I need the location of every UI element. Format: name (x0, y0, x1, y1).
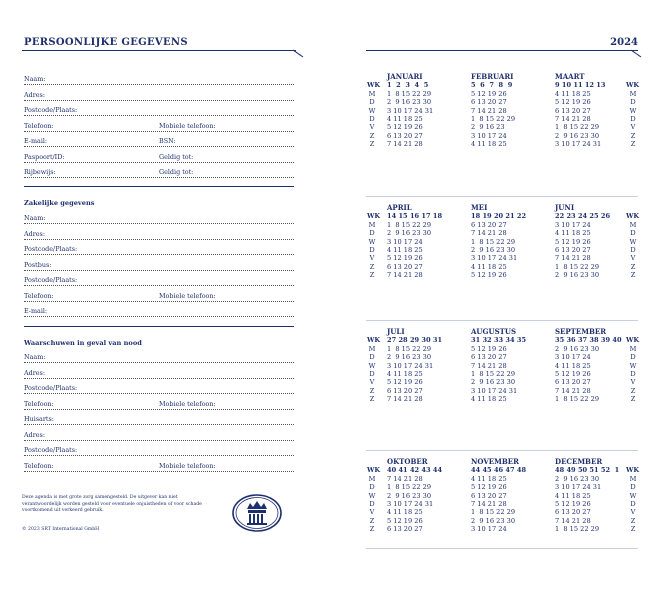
day-dates: 7 14 21 28 (555, 114, 591, 123)
weekday-label: W (629, 106, 637, 115)
day-dates: 1 8 15 22 29 (555, 262, 600, 271)
weekday-label: D (630, 98, 636, 107)
form-field-row[interactable] (24, 256, 294, 271)
day-dates: 1 8 15 22 29 (387, 483, 432, 492)
section-divider (24, 186, 294, 187)
day-dates: 4 11 18 25 (471, 262, 507, 271)
disclaimer-text: Deze agenda is met grote zorg samengesteld. De uitgever kan niet verantwoordelijk worden gesteld voor eventuele onjuistheden of voor schade voortkomend uit verkeerd gebruik. (22, 495, 202, 513)
day-dates: 3 10 17 24 (555, 353, 591, 362)
week-numbers: 5 6 7 8 9 (471, 81, 513, 89)
copyright-text: © 2023 SRT International GmbH (22, 527, 100, 532)
weekday-label: D (630, 483, 636, 492)
month-title: AUGUSTUS (471, 327, 517, 336)
month-title: JULI (387, 327, 405, 336)
weekday-label: V (369, 254, 375, 263)
day-dates: 5 12 19 26 (555, 98, 591, 107)
day-dates: 2 9 16 23 30 (471, 516, 516, 525)
weekday-label: M (629, 221, 637, 229)
field-label-secondary: Geldig tot: (159, 152, 194, 161)
weekday-label: M (368, 475, 376, 483)
day-dates: 4 11 18 25 (555, 361, 591, 370)
wk-label: WK (626, 336, 640, 344)
day-dates: 3 10 17 24 31 (387, 361, 434, 370)
day-dates: 3 10 17 24 (471, 131, 507, 140)
weekday-label: Z (630, 270, 636, 279)
day-dates: 5 12 19 26 (387, 254, 423, 263)
day-dates: 7 14 21 28 (387, 270, 423, 279)
weekday-label: D (369, 483, 375, 492)
day-dates: 1 8 15 22 29 (555, 394, 600, 403)
weekday-label: M (368, 221, 376, 229)
field-label-secondary: BSN: (159, 137, 176, 145)
weekday-label: Z (369, 386, 375, 395)
weekday-label: D (369, 245, 375, 254)
form-field-row[interactable] (24, 379, 294, 394)
header-corner-left (293, 50, 303, 58)
form-field-row[interactable] (24, 225, 294, 240)
wk-label: WK (367, 336, 381, 344)
day-dates: 2 9 16 23 30 (387, 229, 432, 238)
field-label: Huisarts: (24, 415, 54, 423)
day-dates: 4 11 18 25 (387, 114, 423, 123)
form-field-row[interactable] (24, 302, 294, 317)
day-dates: 6 13 20 27 (471, 98, 507, 107)
calendar-divider (366, 320, 638, 321)
weekday-label: D (630, 353, 636, 362)
wk-label: WK (626, 466, 640, 474)
week-numbers: 44 45 46 47 48 (471, 466, 527, 474)
weekday-label: D (369, 353, 375, 362)
field-label: Naam: (24, 214, 46, 222)
weekday-label: W (629, 237, 637, 246)
form-field-row[interactable] (24, 271, 294, 286)
day-dates: 5 12 19 26 (471, 345, 507, 353)
day-dates: 1 8 15 22 29 (387, 90, 432, 98)
emergency-heading: Waarschuwen in geval van nood (24, 339, 142, 347)
month-title: MAART (555, 72, 585, 81)
day-dates: 6 13 20 27 (471, 491, 507, 500)
day-dates: 4 11 18 25 (471, 475, 507, 483)
day-dates: 1 8 15 22 29 (471, 369, 516, 378)
weekday-label: Z (369, 262, 375, 271)
month-title: OKTOBER (387, 457, 428, 466)
day-dates: 6 13 20 27 (387, 131, 423, 140)
year-label: 2024 (610, 37, 638, 48)
day-dates: 5 12 19 26 (555, 369, 591, 378)
day-dates: 2 9 16 23 30 (387, 491, 432, 500)
weekday-label: Z (630, 386, 636, 395)
week-numbers: 9 10 11 12 13 (555, 81, 606, 89)
calendar-divider (366, 548, 638, 549)
field-label: E-mail: (24, 137, 48, 145)
weekday-label: D (369, 229, 375, 238)
weekday-label: V (630, 378, 636, 387)
month-title: SEPTEMBER (555, 327, 607, 336)
field-label: Adres: (24, 229, 45, 238)
weekday-label: Z (369, 131, 375, 140)
form-field-row[interactable] (24, 240, 294, 255)
form-field-row[interactable] (24, 101, 294, 116)
weekday-label: V (369, 123, 375, 132)
field-label: Adres: (24, 90, 45, 99)
month-title: MEI (471, 203, 488, 212)
field-label: Naam: (24, 75, 46, 83)
day-dates: 1 8 15 22 29 (555, 123, 600, 132)
day-dates: 2 9 16 23 30 (387, 98, 432, 107)
day-dates: 4 11 18 25 (387, 508, 423, 517)
weekday-label: Z (630, 131, 636, 140)
field-label-secondary: Mobiele telefoon: (159, 461, 216, 470)
field-label: Postcode/Plaats: (24, 276, 78, 284)
day-dates: 2 9 16 23 30 (555, 475, 600, 483)
week-numbers: 40 41 42 43 44 (387, 466, 443, 474)
weekday-label: M (368, 90, 376, 98)
weekday-label: D (630, 229, 636, 238)
week-numbers: 1 2 3 4 5 (387, 81, 429, 89)
day-dates: 1 8 15 22 29 (555, 524, 600, 533)
field-label: Adres: (24, 430, 45, 439)
weekday-label: V (630, 254, 636, 263)
weekday-label: Z (369, 394, 375, 403)
form-field-row[interactable] (24, 457, 294, 472)
day-dates: 4 11 18 25 (471, 394, 507, 403)
week-numbers: 22 23 24 25 26 (555, 212, 611, 220)
weekday-label: Z (630, 394, 636, 403)
field-label: E-mail: (24, 307, 48, 315)
wk-label: WK (367, 81, 381, 89)
weekday-label: Z (630, 139, 636, 148)
day-dates: 2 9 16 23 30 (555, 131, 600, 140)
week-numbers: 48 49 50 51 52 1 (555, 466, 620, 474)
weekday-label: D (369, 499, 375, 508)
weekday-label: W (368, 237, 376, 246)
weekday-label: W (368, 491, 376, 500)
form-field-row[interactable] (24, 441, 294, 456)
field-label: Paspoort/ID: (24, 152, 65, 161)
month-title: FEBRUARI (471, 72, 514, 81)
day-dates: 3 10 17 24 31 (471, 386, 518, 395)
weekday-label: D (630, 245, 636, 254)
field-label: Postcode/Plaats: (24, 245, 78, 253)
day-dates: 4 11 18 25 (555, 491, 591, 500)
wk-label: WK (367, 212, 381, 220)
field-label-secondary: Mobiele telefoon: (159, 291, 216, 300)
day-dates: 2 9 16 23 30 (471, 378, 516, 387)
day-dates: 5 12 19 26 (555, 237, 591, 246)
day-dates: 4 11 18 25 (471, 139, 507, 148)
day-dates: 3 10 17 24 31 (555, 483, 602, 492)
week-numbers: 14 15 16 17 18 (387, 212, 443, 220)
day-dates: 3 10 17 24 31 (387, 106, 434, 115)
field-label: Postcode/Plaats: (24, 384, 78, 392)
weekday-label: Z (630, 516, 636, 525)
wk-label: WK (626, 81, 640, 89)
field-label: Telefoon: (24, 399, 54, 408)
week-numbers: 35 36 37 38 39 40 (555, 336, 622, 344)
form-field-row[interactable] (24, 426, 294, 441)
day-dates: 4 11 18 25 (555, 229, 591, 238)
day-dates: 6 13 20 27 (555, 245, 591, 254)
day-dates: 1 8 15 22 29 (387, 221, 432, 229)
weekday-label: W (368, 106, 376, 115)
weekday-label: D (630, 369, 636, 378)
field-label: Rijbewijs: (24, 168, 56, 176)
weekday-label: D (369, 369, 375, 378)
field-label: Postbus: (24, 260, 52, 269)
form-field-row[interactable] (24, 163, 294, 178)
day-dates: 6 13 20 27 (387, 524, 423, 533)
weekday-label: M (629, 475, 637, 483)
day-dates: 6 13 20 27 (555, 508, 591, 517)
day-dates: 3 10 17 24 31 (555, 139, 602, 148)
form-field-row[interactable] (24, 209, 294, 224)
day-dates: 2 9 16 23 (471, 123, 505, 132)
day-dates: 1 8 15 22 29 (471, 237, 516, 246)
weekday-label: W (629, 361, 637, 370)
day-dates: 7 14 21 28 (387, 139, 423, 148)
weekday-label: D (630, 114, 636, 123)
day-dates: 5 12 19 26 (471, 90, 507, 98)
day-dates: 4 11 18 25 (555, 90, 591, 98)
day-dates: 5 12 19 26 (387, 516, 423, 525)
day-dates: 7 14 21 28 (471, 229, 507, 238)
weekday-label: V (630, 508, 636, 517)
business-heading: Zakelijke gegevens (24, 199, 95, 207)
day-dates: 3 10 17 24 (471, 524, 507, 533)
form-field-row[interactable] (24, 364, 294, 379)
header-rule-left (22, 50, 296, 51)
weekday-label: D (630, 499, 636, 508)
weekday-label: D (369, 114, 375, 123)
day-dates: 1 8 15 22 29 (471, 508, 516, 517)
month-title: DECEMBER (555, 457, 603, 466)
month-title: APRIL (387, 203, 412, 212)
weekday-label: W (368, 361, 376, 370)
header-rule-right (366, 50, 638, 51)
wk-label: WK (367, 466, 381, 474)
form-field-row[interactable] (24, 348, 294, 363)
day-dates: 1 8 15 22 29 (471, 114, 516, 123)
day-dates: 6 13 20 27 (387, 386, 423, 395)
day-dates: 5 12 19 26 (471, 270, 507, 279)
form-field-row[interactable] (24, 395, 294, 410)
day-dates: 6 13 20 27 (555, 378, 591, 387)
day-dates: 7 14 21 28 (387, 475, 423, 483)
calendar-divider (366, 450, 638, 451)
weekday-label: V (369, 378, 375, 387)
week-numbers: 31 32 33 34 35 (471, 336, 527, 344)
day-dates: 7 14 21 28 (471, 106, 507, 115)
day-dates: 6 13 20 27 (555, 106, 591, 115)
day-dates: 2 9 16 23 30 (471, 245, 516, 254)
day-dates: 3 10 17 24 (555, 221, 591, 229)
day-dates: 6 13 20 27 (471, 353, 507, 362)
weekday-label: Z (369, 270, 375, 279)
weekday-label: W (629, 491, 637, 500)
weekday-label: M (629, 90, 637, 98)
form-field-row[interactable] (24, 86, 294, 101)
weekday-label: M (368, 345, 376, 353)
day-dates: 3 10 17 24 (387, 237, 423, 246)
form-field-row[interactable] (24, 117, 294, 132)
day-dates: 6 13 20 27 (471, 221, 507, 229)
weekday-label: D (369, 98, 375, 107)
weekday-label: Z (369, 139, 375, 148)
section-divider (24, 326, 294, 327)
form-field-row[interactable] (24, 287, 294, 302)
day-dates: 7 14 21 28 (471, 361, 507, 370)
month-title: NOVEMBER (471, 457, 519, 466)
field-label: Adres: (24, 368, 45, 377)
form-field-row[interactable] (24, 410, 294, 425)
weekday-label: Z (369, 524, 375, 533)
field-label: Telefoon: (24, 291, 54, 300)
weekday-label: Z (630, 524, 636, 533)
day-dates: 6 13 20 27 (387, 262, 423, 271)
day-dates: 7 14 21 28 (555, 386, 591, 395)
day-dates: 2 9 16 23 30 (387, 353, 432, 362)
month-title: JANUARI (387, 72, 423, 81)
weekday-label: V (369, 508, 375, 517)
field-label: Telefoon: (24, 121, 54, 130)
page-title: PERSOONLIJKE GEGEVENS (24, 37, 188, 48)
field-label: Postcode/Plaats: (24, 446, 78, 454)
form-field-row[interactable] (24, 132, 294, 147)
weekday-label: V (630, 123, 636, 132)
day-dates: 1 8 15 22 29 (387, 345, 432, 353)
form-field-row[interactable] (24, 148, 294, 163)
weekday-label: Z (369, 516, 375, 525)
day-dates: 5 12 19 26 (555, 499, 591, 508)
day-dates: 5 12 19 26 (387, 378, 423, 387)
month-title: JUNI (555, 203, 575, 212)
field-label: Naam: (24, 353, 46, 361)
week-numbers: 18 19 20 21 22 (471, 212, 527, 220)
day-dates: 3 10 17 24 31 (471, 254, 518, 263)
form-field-row[interactable] (24, 70, 294, 85)
day-dates: 7 14 21 28 (555, 254, 591, 263)
field-label: Postcode/Plaats: (24, 106, 78, 114)
day-dates: 7 14 21 28 (387, 394, 423, 403)
day-dates: 4 11 18 25 (387, 369, 423, 378)
field-label-secondary: Mobiele telefoon: (159, 399, 216, 408)
field-label-secondary: Mobiele telefoon: (159, 121, 216, 130)
calendar-divider (366, 196, 638, 197)
day-dates: 5 12 19 26 (471, 483, 507, 492)
day-dates: 4 11 18 25 (387, 245, 423, 254)
wk-label: WK (626, 212, 640, 220)
field-label-secondary: Geldig tot: (159, 168, 194, 176)
crown-crest-icon (232, 494, 282, 532)
day-dates: 2 9 16 23 30 (555, 345, 600, 353)
weekday-label: Z (630, 262, 636, 271)
field-label: Telefoon: (24, 461, 54, 470)
day-dates: 5 12 19 26 (387, 123, 423, 132)
day-dates: 7 14 21 28 (471, 499, 507, 508)
day-dates: 7 14 21 28 (555, 516, 591, 525)
day-dates: 2 9 16 23 30 (555, 270, 600, 279)
weekday-label: M (629, 345, 637, 353)
day-dates: 3 10 17 24 31 (387, 499, 434, 508)
week-numbers: 27 28 29 30 31 (387, 336, 443, 344)
